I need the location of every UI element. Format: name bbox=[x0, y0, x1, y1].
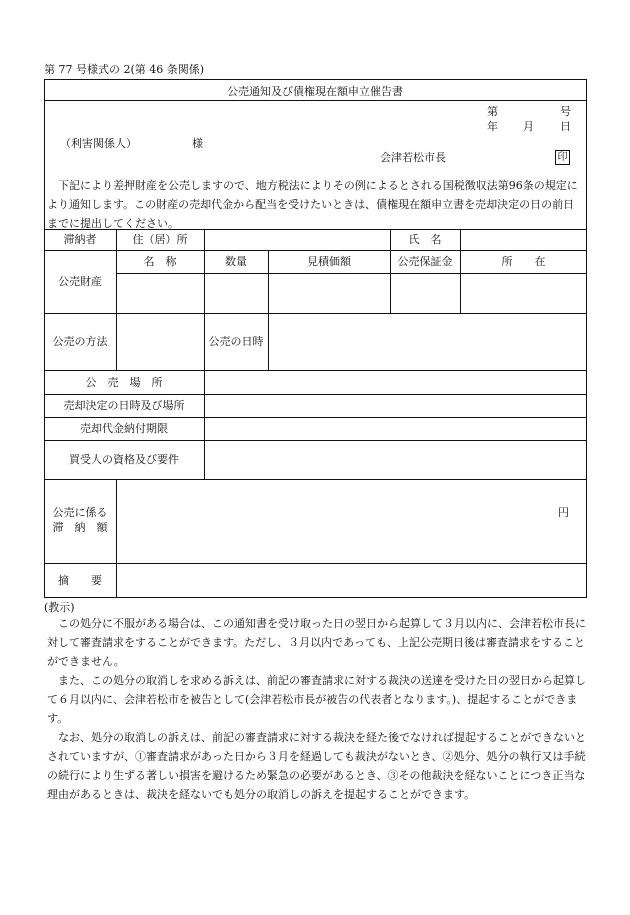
amount-label-line2: 滞 納 額 bbox=[52, 521, 108, 534]
notice-text: 下記により差押財産を公売しますので、地方税法によりその例によるとされる国税徴収法第96条の規定により通知します。この財産の売却代金から配当を受けたいときは、債権現在額申立書を売却決定の日の前日までに提出してください。 bbox=[47, 179, 578, 230]
col-deposit: 公売保証金 bbox=[397, 255, 453, 268]
doc-number-prefix: 第 bbox=[487, 105, 498, 118]
date-year: 年 bbox=[487, 120, 498, 133]
date-month: 月 bbox=[523, 120, 534, 133]
rule bbox=[44, 370, 587, 371]
col-item-name: 名 称 bbox=[143, 255, 177, 268]
col-estimated-price: 見積価額 bbox=[307, 255, 351, 268]
rule bbox=[44, 440, 587, 441]
address-label: 住（居）所 bbox=[132, 233, 188, 246]
sale-decision-label: 売却決定の日時及び場所 bbox=[63, 399, 185, 412]
datetime-label: 公売の日時 bbox=[208, 335, 264, 348]
property-label: 公売財産 bbox=[58, 275, 102, 288]
rule bbox=[44, 479, 587, 480]
instructions-heading: (教示) bbox=[44, 601, 75, 614]
rule bbox=[44, 250, 587, 251]
rule bbox=[44, 313, 587, 314]
rule bbox=[44, 394, 587, 395]
rule bbox=[44, 563, 587, 564]
issuer: 会津若松市長 bbox=[380, 151, 446, 164]
yen-unit: 円 bbox=[558, 506, 569, 519]
form-title: 公売通知及び債権現在額申立催告書 bbox=[227, 85, 403, 98]
col-quantity: 数量 bbox=[225, 255, 247, 268]
place-label: 公 売 場 所 bbox=[85, 376, 163, 389]
rule bbox=[116, 273, 587, 274]
payment-deadline-label: 売却代金納付期限 bbox=[80, 422, 168, 435]
amount-label-line1: 公売に係る bbox=[52, 506, 108, 519]
rule bbox=[116, 479, 117, 598]
honorific: 様 bbox=[192, 137, 203, 150]
rule bbox=[44, 100, 587, 101]
col-location: 所 在 bbox=[501, 255, 546, 268]
delinquent-label: 滞納者 bbox=[63, 233, 97, 246]
rule bbox=[268, 250, 269, 370]
doc-number-suffix: 号 bbox=[560, 105, 571, 118]
form-table bbox=[44, 79, 587, 598]
buyer-qualification-label: 買受人の資格及び要件 bbox=[69, 453, 179, 466]
addressee-label: （利害関係人） bbox=[60, 137, 137, 150]
rule bbox=[460, 229, 461, 314]
form-code: 第 77 号様式の 2(第 46 条関係) bbox=[44, 63, 205, 76]
instruction-paragraph-2: また、この処分の取消しを求める訴えは、前記の審査請求に対する裁決の送達を受けた日の翌日から起算して６月以内に、会津若松市を被告として(会津若松市長が被告の代表者となります。)、提起することができます。 bbox=[47, 674, 586, 725]
seal-mark: 印 bbox=[555, 150, 570, 165]
remarks-label: 摘 要 bbox=[58, 574, 102, 587]
instruction-paragraph-1: この処分に不服がある場合は、この通知書を受け取った日の翌日から起算して３月以内に、会津若松市長に対して審査請求をすることができます。ただし、３月以内であっても、上記公売期日後は審査請求をすることができません。 bbox=[47, 617, 586, 668]
method-label: 公売の方法 bbox=[52, 335, 108, 348]
instruction-paragraph-3: なお、処分の取消しの訴えは、前記の審査請求に対する裁決を経た後でなければ提起することができないとされていますが、①審査請求があった日から３月を経過しても裁決がないとき、②処分、処分の執行又は手続の続行により生ずる著しい損害を避けるため緊急の必要があるとき、③その他裁決を経ないことにつき正当な理由があるときは、裁決を経ないでも処分の取消しの訴えを提起することができます。 bbox=[47, 731, 586, 801]
rule bbox=[44, 417, 587, 418]
rule bbox=[116, 229, 117, 371]
name-label: 氏 名 bbox=[408, 233, 442, 246]
date-day: 日 bbox=[560, 120, 571, 133]
